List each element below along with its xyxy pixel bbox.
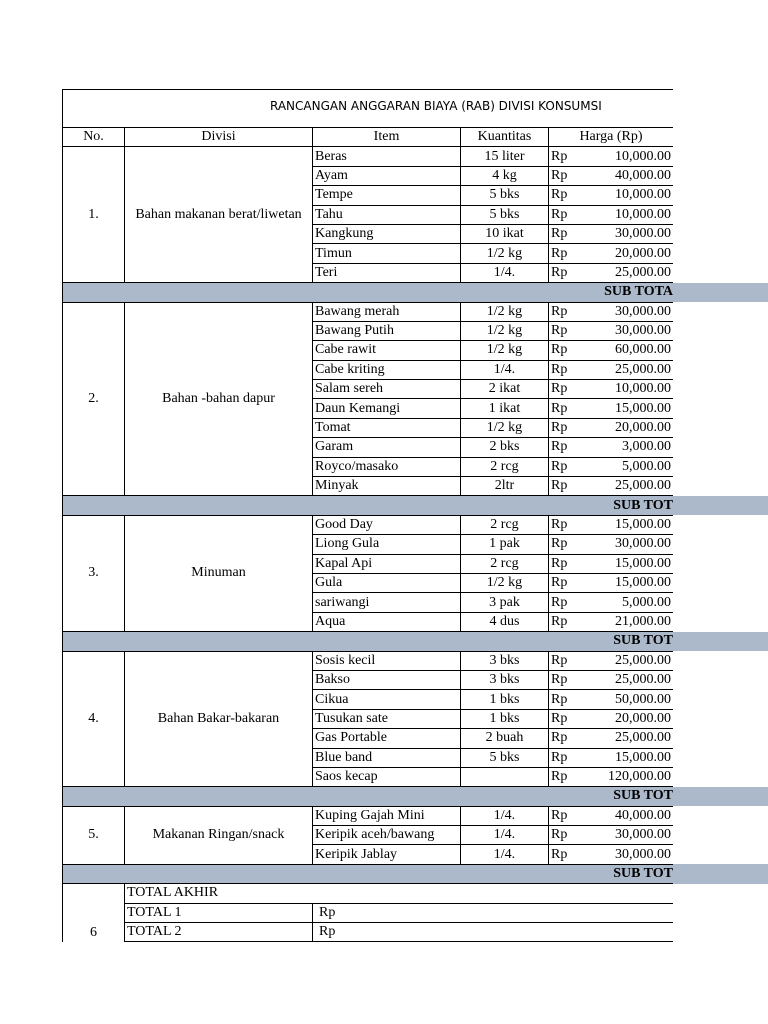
item-quantity: 1 ikat [461,399,549,418]
subtotal-label: SUB TOTA [63,283,674,302]
item-quantity: 1/2 kg [461,573,549,592]
item-price: 25,000.00 [589,651,674,670]
total-currency: Rp [313,903,674,922]
item-price: 50,000.00 [589,690,674,709]
item-quantity: 1 bks [461,690,549,709]
currency-label: Rp [549,729,589,748]
currency-label: Rp [549,709,589,728]
section-divisi: Bahan -bahan dapur [125,302,313,496]
subtotal-label: SUB TOT [63,787,674,806]
item-price: 120,000.00 [589,767,674,786]
total-akhir-row [63,884,674,903]
section-number: 2. [63,302,125,496]
item-name: Bakso [313,670,461,689]
subtotal-band [673,787,768,806]
currency-label: Rp [549,205,589,224]
subtotal-row [63,787,674,806]
item-quantity: 1/2 kg [461,341,549,360]
item-quantity: 3 bks [461,670,549,689]
subtotal-row [63,864,674,883]
rab-table [62,127,674,942]
subtotal-band [673,632,768,651]
rab-body [63,147,674,942]
section-divisi: Bahan makanan berat/liwetan [125,147,313,283]
item-quantity: 10 ikat [461,224,549,243]
item-price: 25,000.00 [589,670,674,689]
subtotal-label: SUB TOT [63,864,674,883]
item-quantity: 2 rcg [461,457,549,476]
currency-label: Rp [549,612,589,631]
item-name: Kapal Api [313,554,461,573]
item-name: Tomat [313,418,461,437]
item-quantity: 1/2 kg [461,244,549,263]
currency-label: Rp [549,690,589,709]
item-price: 25,000.00 [589,263,674,282]
item-name: Sosis kecil [313,651,461,670]
currency-label: Rp [549,166,589,185]
currency-label: Rp [549,341,589,360]
section-number: 4. [63,651,125,787]
item-name: Teri [313,263,461,282]
item-name: Bawang merah [313,302,461,321]
item-price: 10,000.00 [589,380,674,399]
item-name: Timun [313,244,461,263]
item-name: Cabe kriting [313,360,461,379]
subtotal-band [673,496,768,515]
total-akhir-heading: TOTAL AKHIR [125,884,674,903]
item-quantity: 3 bks [461,651,549,670]
item-quantity: 1 pak [461,535,549,554]
item-name: Tusukan sate [313,709,461,728]
item-price: 25,000.00 [589,360,674,379]
item-price: 15,000.00 [589,554,674,573]
section-divisi: Bahan Bakar-bakaran [125,651,313,787]
table-row [63,515,674,534]
right-crop-mask [673,89,768,949]
item-name: Gula [313,573,461,592]
item-price: 15,000.00 [589,573,674,592]
total-currency: Rp [313,923,674,942]
currency-label: Rp [549,651,589,670]
item-price: 5,000.00 [589,593,674,612]
currency-label: Rp [549,224,589,243]
item-price: 30,000.00 [589,321,674,340]
currency-label: Rp [549,477,589,496]
item-name: Keripik aceh/bawang [313,826,461,845]
item-name: Cabe rawit [313,341,461,360]
currency-label: Rp [549,767,589,786]
item-price: 10,000.00 [589,186,674,205]
header-row [63,128,674,147]
page-title: RANCANGAN ANGGARAN BIAYA (RAB) DIVISI KONSUMSI [270,99,602,113]
section-number: 6 [63,884,125,942]
table-row [63,651,674,670]
section-divisi: Minuman [125,515,313,631]
item-quantity: 1/2 kg [461,302,549,321]
item-quantity: 1/4. [461,826,549,845]
subtotal-label: SUB TOT [63,496,674,515]
item-price: 3,000.00 [589,438,674,457]
currency-label: Rp [549,845,589,864]
item-price: 15,000.00 [589,515,674,534]
item-price: 15,000.00 [589,748,674,767]
item-name: Tahu [313,205,461,224]
item-quantity: 3 pak [461,593,549,612]
item-quantity: 2 rcg [461,554,549,573]
item-name: Gas Portable [313,729,461,748]
item-quantity: 2 ikat [461,380,549,399]
currency-label: Rp [549,573,589,592]
currency-label: Rp [549,748,589,767]
bottom-crop-mask [0,942,768,1024]
item-price: 30,000.00 [589,302,674,321]
item-name: Saos kecap [313,767,461,786]
currency-label: Rp [549,535,589,554]
item-name: Royco/masako [313,457,461,476]
item-price: 30,000.00 [589,535,674,554]
subtotal-band [673,283,768,302]
total-row [63,903,674,922]
item-name: Minyak [313,477,461,496]
item-name: Daun Kemangi [313,399,461,418]
item-quantity: 4 dus [461,612,549,631]
item-quantity: 1/2 kg [461,418,549,437]
currency-label: Rp [549,244,589,263]
item-name: Garam [313,438,461,457]
currency-label: Rp [549,147,589,166]
item-quantity: 1/4. [461,845,549,864]
item-price: 10,000.00 [589,205,674,224]
total-label: TOTAL 2 [125,923,313,942]
item-name: Cikua [313,690,461,709]
item-name: Keripik Jablay [313,845,461,864]
table-row [63,806,674,825]
item-name: Kuping Gajah Mini [313,806,461,825]
item-price: 25,000.00 [589,729,674,748]
currency-label: Rp [549,263,589,282]
header-kuantitas: Kuantitas [461,128,549,147]
item-name: Salam sereh [313,380,461,399]
currency-label: Rp [549,515,589,534]
currency-label: Rp [549,321,589,340]
item-quantity: 15 liter [461,147,549,166]
section-number: 5. [63,806,125,864]
currency-label: Rp [549,418,589,437]
currency-label: Rp [549,438,589,457]
item-quantity: 5 bks [461,748,549,767]
item-quantity: 1/4. [461,360,549,379]
item-name: Blue band [313,748,461,767]
currency-label: Rp [549,593,589,612]
item-price: 40,000.00 [589,166,674,185]
item-price: 25,000.00 [589,477,674,496]
currency-label: Rp [549,554,589,573]
item-price: 40,000.00 [589,806,674,825]
table-row [63,302,674,321]
item-price: 30,000.00 [589,224,674,243]
header-no: No. [63,128,125,147]
item-price: 21,000.00 [589,612,674,631]
item-quantity: 5 bks [461,205,549,224]
item-price: 30,000.00 [589,826,674,845]
section-divisi: Makanan Ringan/snack [125,806,313,864]
item-name: sariwangi [313,593,461,612]
item-name: Liong Gula [313,535,461,554]
item-price: 20,000.00 [589,244,674,263]
table-row [63,147,674,166]
item-quantity: 4 kg [461,166,549,185]
currency-label: Rp [549,826,589,845]
item-price: 10,000.00 [589,147,674,166]
item-price: 20,000.00 [589,418,674,437]
currency-label: Rp [549,360,589,379]
currency-label: Rp [549,670,589,689]
header-item: Item [313,128,461,147]
item-quantity: 1 bks [461,709,549,728]
item-name: Tempe [313,186,461,205]
subtotal-band [673,864,768,883]
subtotal-row [63,283,674,302]
subtotal-row [63,496,674,515]
item-name: Bawang Putih [313,321,461,340]
currency-label: Rp [549,457,589,476]
item-name: Kangkung [313,224,461,243]
item-name: Ayam [313,166,461,185]
subtotal-row [63,632,674,651]
header-harga: Harga (Rp) [549,128,674,147]
total-row [63,923,674,942]
currency-label: Rp [549,380,589,399]
item-quantity: 5 bks [461,186,549,205]
item-name: Good Day [313,515,461,534]
total-label: TOTAL 1 [125,903,313,922]
currency-label: Rp [549,399,589,418]
item-quantity: 2 rcg [461,515,549,534]
item-price: 30,000.00 [589,845,674,864]
item-price: 60,000.00 [589,341,674,360]
item-quantity: 1/4. [461,263,549,282]
item-name: Beras [313,147,461,166]
item-quantity [461,767,549,786]
item-quantity: 1/2 kg [461,321,549,340]
currency-label: Rp [549,302,589,321]
item-quantity: 2ltr [461,477,549,496]
item-quantity: 1/4. [461,806,549,825]
item-price: 15,000.00 [589,399,674,418]
item-price: 20,000.00 [589,709,674,728]
item-quantity: 2 bks [461,438,549,457]
section-number: 1. [63,147,125,283]
currency-label: Rp [549,806,589,825]
subtotal-label: SUB TOT [63,632,674,651]
section-number: 3. [63,515,125,631]
item-quantity: 2 buah [461,729,549,748]
header-divisi: Divisi [125,128,313,147]
item-price: 5,000.00 [589,457,674,476]
item-name: Aqua [313,612,461,631]
currency-label: Rp [549,186,589,205]
